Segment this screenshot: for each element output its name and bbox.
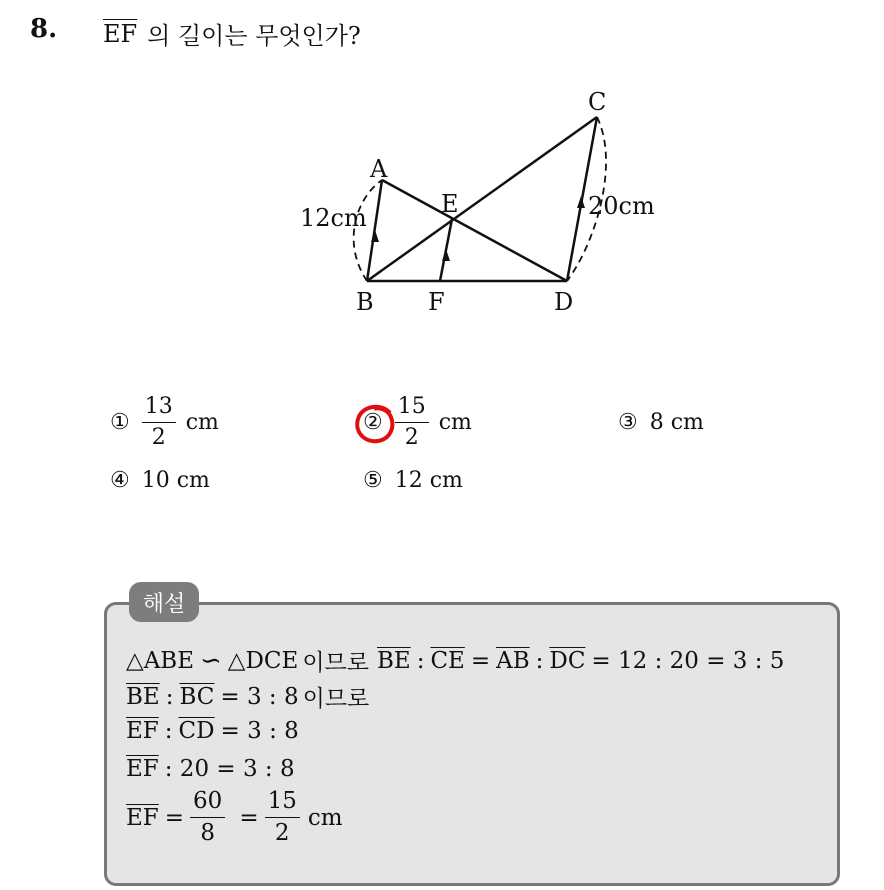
choice-value: 12 cm: [394, 468, 463, 493]
choice-3[interactable]: [618, 410, 704, 435]
choice-marker: ①: [110, 410, 130, 435]
segment-bc: [367, 117, 597, 281]
segment: $\overline{BE}$: [126, 683, 160, 710]
label-c: C: [588, 88, 607, 116]
choice-marker: ⑤: [363, 468, 383, 493]
label-f: F: [428, 288, 445, 316]
similar-symbol: ∽: [200, 645, 222, 676]
length-right: 20cm: [588, 192, 655, 220]
segment: $\overline{EF}$: [126, 804, 159, 831]
triangle-dce: △DCE: [227, 647, 299, 674]
label-d: D: [554, 288, 574, 316]
choice-marker: ②: [363, 410, 383, 435]
triangle-abe: △ABE: [126, 647, 194, 674]
question-body: 의 길이는 무엇인가?: [147, 22, 361, 50]
segment: $\overline{CD}$: [178, 718, 215, 744]
length-left: 12cm: [300, 204, 367, 232]
selected-circle-mark: [352, 401, 398, 447]
segment-ef: $\overline{EF}$: [103, 19, 138, 48]
fraction: $\frac{13}{2}$: [142, 396, 176, 449]
fraction-15-2: $\frac{15}{2}$: [265, 790, 300, 845]
question-number: 8.: [30, 14, 58, 44]
choice-2[interactable]: [363, 396, 472, 449]
choice-4[interactable]: [110, 468, 210, 493]
unit: cm: [438, 410, 472, 435]
ratio-text: = 12 : 20 = 3 : 5: [591, 647, 785, 674]
segment: $\overline{EF}$: [126, 718, 159, 744]
solution-line-3: $\overline{EF}$ : $\overline{CD}$ = 3 : 8: [126, 718, 299, 744]
solution-tag: 해설: [129, 582, 199, 622]
arrow-dc: [577, 196, 585, 208]
korean-suffix: 이므로: [302, 650, 369, 676]
choice-1[interactable]: [110, 396, 219, 449]
label-b: B: [356, 288, 374, 316]
solution-line-2: $\overline{BE}$ : $\overline{BC}$ = 3 : 8 이므로: [126, 680, 369, 713]
segment: $\overline{AB}$: [496, 647, 530, 674]
question-text: [103, 16, 361, 51]
segment: $\overline{BE}$: [376, 647, 411, 674]
arrow-ab: [371, 230, 379, 242]
label-a: A: [370, 155, 388, 183]
ratio-text: = 3 : 8: [220, 683, 299, 710]
solution-line-4: [126, 756, 295, 782]
fraction-60-8: $\frac{60}{8}$: [190, 790, 225, 845]
choice-value: 8 cm: [649, 410, 704, 435]
choice-5[interactable]: [363, 468, 463, 493]
arrow-ef: [442, 249, 450, 261]
choice-marker: ③: [618, 410, 638, 435]
segment: $\overline{CE}$: [430, 647, 465, 674]
solution-line-5: $\overline{EF}$ = $\frac{60}{8}$ = $\frac{15}{2}$ cm: [126, 788, 343, 846]
segment: $\overline{DC}$: [549, 647, 586, 674]
fraction: $\frac{15}{2}$: [395, 396, 429, 449]
korean-suffix: 이므로: [302, 686, 370, 712]
unit: cm: [185, 410, 219, 435]
choice-value: 10 cm: [141, 468, 210, 493]
ratio-text: = 3 : 8: [220, 718, 299, 744]
unit: cm: [307, 804, 343, 831]
solution-line-1: △ABE ∽ △DCE 이므로 $\overline{BE}$ : $\overline{CE}$ = $\overline{AB}$ : $\overline{DC}$ = 12 : 20 = 3 : 5: [126, 645, 785, 676]
geometry-figure: [290, 84, 670, 324]
segment: $\overline{EF}$: [126, 756, 159, 782]
label-e: E: [441, 190, 459, 218]
ratio-text: : 20 = 3 : 8: [164, 756, 295, 782]
segment: $\overline{BC}$: [179, 683, 215, 710]
choice-marker: ④: [110, 468, 130, 493]
segment-ab: [367, 180, 382, 281]
segment-ad: [382, 180, 567, 281]
